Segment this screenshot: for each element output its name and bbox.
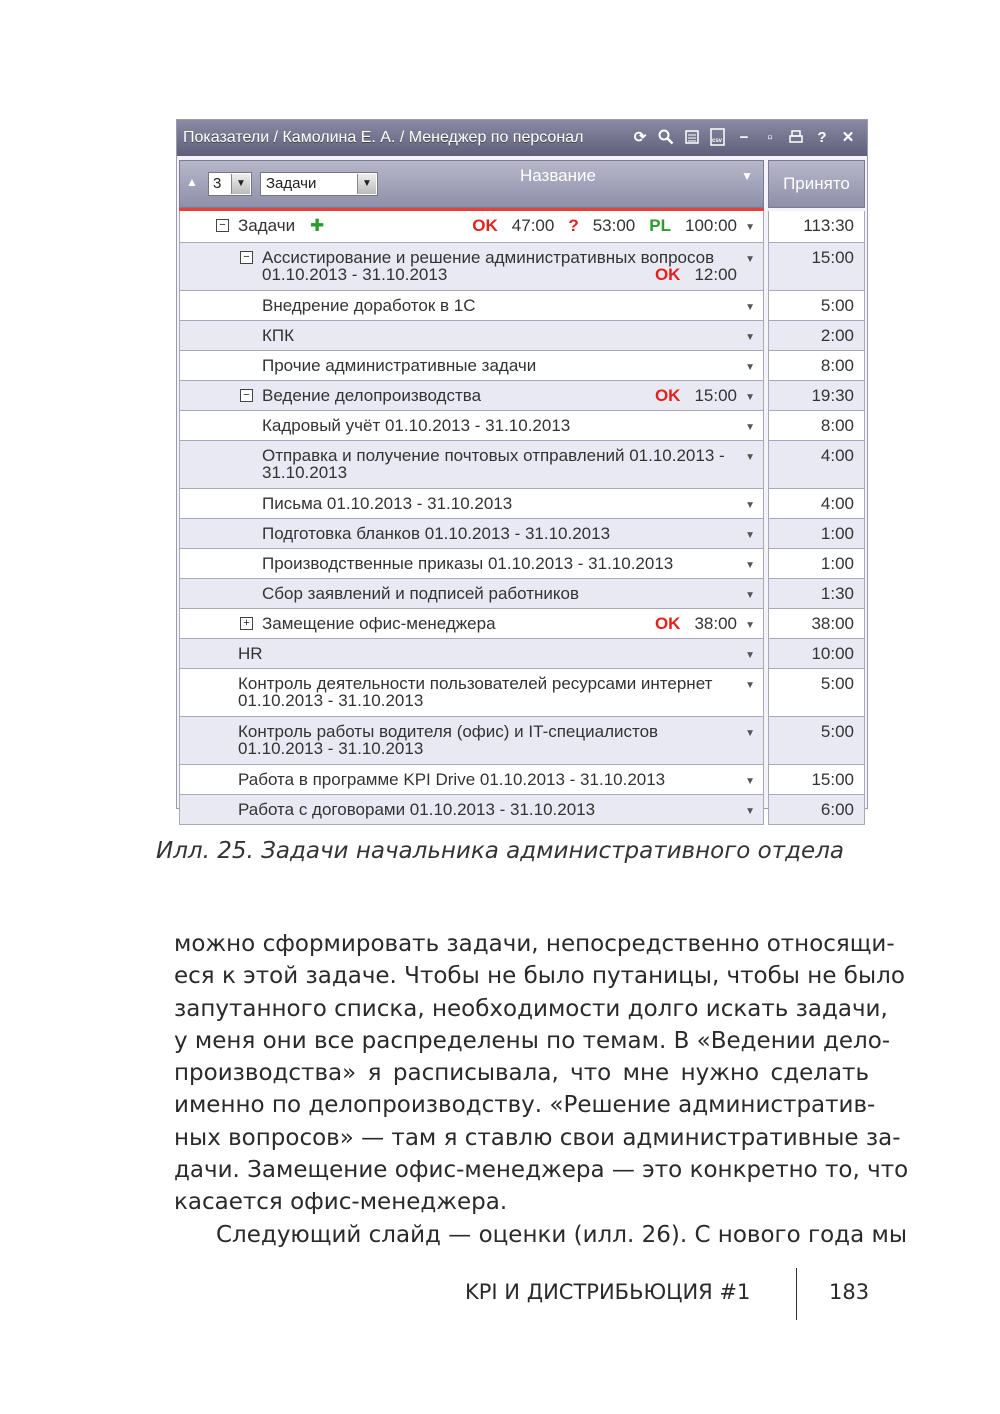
task-name-cell[interactable] xyxy=(179,579,764,609)
row-menu-icon[interactable]: ▼ xyxy=(745,650,755,661)
list-icon[interactable] xyxy=(681,126,703,148)
accepted-hours-cell[interactable]: 8:00 xyxy=(768,411,865,441)
body-paragraph xyxy=(174,928,909,1251)
accepted-column-header[interactable]: Принято xyxy=(768,160,865,208)
task-label: Контроль работы водителя (офис) и IT-специалистов xyxy=(238,722,659,741)
name-column-title: Название xyxy=(520,166,596,185)
task-name-cell[interactable] xyxy=(179,795,764,825)
task-name-cell[interactable] xyxy=(179,211,764,243)
window-title: Показатели / Камолина Е. А. / Менеджер по персонал xyxy=(183,129,584,146)
task-label: Задачи xyxy=(238,216,296,235)
status-ok-hours: 15:00 xyxy=(694,386,737,405)
task-label: Отправка и получение почтовых отправлений 01.10.2013 - xyxy=(262,446,725,465)
paragraph-line: можно сформировать задачи, непосредственно относящи- xyxy=(174,931,895,957)
task-label: Кадровый учёт 01.10.2013 - 31.10.2013 xyxy=(262,416,571,435)
row-menu-icon[interactable]: ▼ xyxy=(745,620,755,631)
table-row[interactable] xyxy=(179,211,865,243)
table-row[interactable] xyxy=(179,717,865,765)
maximize-icon[interactable]: ▫ xyxy=(767,128,773,146)
task-label: Контроль деятельности пользователей ресурсами интернет xyxy=(238,674,713,693)
accepted-hours-cell[interactable]: 1:30 xyxy=(768,579,865,609)
collapse-icon[interactable]: − xyxy=(240,389,253,402)
task-name-cell[interactable] xyxy=(179,549,764,579)
row-menu-icon[interactable]: ▼ xyxy=(745,590,755,601)
row-menu-icon[interactable]: ▼ xyxy=(745,362,755,373)
accepted-hours-cell[interactable]: 2:00 xyxy=(768,321,865,351)
task-label-period: 01.10.2013 - 31.10.2013 xyxy=(238,739,424,758)
level-select[interactable]: 3 ▼ xyxy=(208,172,252,196)
accepted-hours-cell[interactable]: 5:00 xyxy=(768,717,865,765)
task-name-cell[interactable] xyxy=(179,519,764,549)
task-name-cell[interactable] xyxy=(179,669,764,717)
paragraph-line: именно по делопроизводству. «Решение административ- xyxy=(174,1092,876,1119)
row-menu-icon[interactable]: ▼ xyxy=(745,776,755,787)
status-ok-badge: OK xyxy=(654,614,681,633)
accepted-hours-cell[interactable]: 10:00 xyxy=(768,639,865,669)
paragraph-line: у меня они все распределены по темам. В «Ведении дело- xyxy=(174,1027,891,1054)
task-table xyxy=(179,211,865,825)
table-row[interactable] xyxy=(179,291,865,321)
close-icon[interactable]: ✕ xyxy=(841,129,855,146)
sort-up-icon[interactable]: ▲ xyxy=(186,175,198,189)
task-label-period: 01.10.2013 - 31.10.2013 xyxy=(238,691,424,710)
row-menu-icon[interactable]: ▼ xyxy=(745,332,755,343)
task-name-cell[interactable] xyxy=(179,351,764,381)
task-label: HR xyxy=(238,644,263,663)
table-row[interactable] xyxy=(179,381,865,411)
status-plan-hours: 100:00 xyxy=(685,216,737,235)
row-menu-icon[interactable]: ▼ xyxy=(745,254,755,265)
status-ok-hours: 12:00 xyxy=(694,265,737,284)
chevron-down-icon[interactable]: ▼ xyxy=(231,174,250,194)
row-menu-icon[interactable]: ▼ xyxy=(745,222,755,233)
collapse-icon[interactable]: − xyxy=(240,251,253,264)
window-titlebar xyxy=(177,120,867,156)
page-number: 183 xyxy=(829,1280,870,1304)
status-ok-hours: 47:00 xyxy=(511,216,555,235)
help-icon[interactable]: ? xyxy=(817,128,827,146)
accepted-hours-cell[interactable]: 1:00 xyxy=(768,519,865,549)
collapse-icon[interactable]: − xyxy=(216,219,229,232)
add-task-icon[interactable]: ✚ xyxy=(310,216,325,235)
table-row[interactable] xyxy=(179,579,865,609)
row-menu-icon[interactable]: ▼ xyxy=(745,806,755,817)
table-row[interactable] xyxy=(179,549,865,579)
name-column-header[interactable] xyxy=(179,160,764,208)
table-row[interactable] xyxy=(179,609,865,639)
row-menu-icon[interactable]: ▼ xyxy=(745,530,755,541)
paragraph-line: запутанного списка, необходимости долго искать задачи, xyxy=(174,995,888,1022)
task-label: Работа с договорами 01.10.2013 - 31.10.2013 xyxy=(238,800,596,819)
paragraph-line: касается офис-менеджера. xyxy=(174,1189,508,1216)
accepted-hours-cell[interactable]: 5:00 xyxy=(768,291,865,321)
row-menu-icon[interactable]: ▼ xyxy=(745,422,755,433)
accepted-hours-cell[interactable]: 4:00 xyxy=(768,489,865,519)
search-icon[interactable] xyxy=(655,126,677,148)
accepted-hours-cell[interactable]: 6:00 xyxy=(768,795,865,825)
status-summary xyxy=(641,615,737,632)
chevron-down-icon[interactable]: ▼ xyxy=(357,174,376,194)
expand-icon[interactable]: + xyxy=(240,617,253,630)
table-row[interactable] xyxy=(179,243,865,291)
status-question-hours: 53:00 xyxy=(592,216,636,235)
task-name-cell[interactable] xyxy=(179,717,764,765)
print-icon[interactable] xyxy=(785,126,807,148)
footer-book-title: KPI И ДИСТРИБЬЮЦИЯ #1 xyxy=(465,1280,751,1304)
table-row[interactable] xyxy=(179,411,865,441)
status-question-badge: ? xyxy=(568,216,579,235)
task-name-cell[interactable] xyxy=(179,639,764,669)
table-row[interactable] xyxy=(179,519,865,549)
status-ok-badge: OK xyxy=(472,216,498,235)
csv-icon[interactable] xyxy=(707,126,729,148)
task-name-cell[interactable] xyxy=(179,411,764,441)
row-menu-icon[interactable]: ▼ xyxy=(745,560,755,571)
figure-caption: Илл. 25. Задачи начальника административного отдела xyxy=(156,838,844,864)
accepted-hours-cell[interactable]: 15:00 xyxy=(768,765,865,795)
task-label: Прочие административные задачи xyxy=(262,356,537,375)
task-name-cell[interactable] xyxy=(179,441,764,489)
type-select[interactable]: Задачи ▼ xyxy=(260,172,378,196)
table-row[interactable] xyxy=(179,795,865,825)
status-summary xyxy=(458,217,737,234)
accepted-hours-cell[interactable]: 19:30 xyxy=(768,381,865,411)
accepted-hours-cell[interactable]: 15:00 xyxy=(768,243,865,291)
table-row[interactable] xyxy=(179,489,865,519)
task-name-cell[interactable] xyxy=(179,291,764,321)
table-header xyxy=(179,160,865,208)
task-label: Ведение делопроизводства xyxy=(262,386,482,405)
task-label: Внедрение доработок в 1С xyxy=(262,296,476,315)
task-name-cell[interactable] xyxy=(179,381,764,411)
table-row[interactable] xyxy=(179,765,865,795)
row-menu-icon[interactable]: ▼ xyxy=(745,392,755,403)
row-menu-icon[interactable]: ▼ xyxy=(745,680,755,691)
task-label: Ассистирование и решение административных вопросов xyxy=(262,248,715,267)
task-label: Подготовка бланков 01.10.2013 - 31.10.2013 xyxy=(262,524,611,543)
task-name-cell[interactable] xyxy=(179,765,764,795)
table-row[interactable] xyxy=(179,639,865,669)
paragraph-line: Следующий слайд — оценки (илл. 26). С нового года мы xyxy=(216,1221,907,1248)
table-row[interactable] xyxy=(179,669,865,717)
status-ok-badge: OK xyxy=(654,386,681,405)
status-ok-badge: OK xyxy=(654,265,681,284)
status-summary xyxy=(641,266,737,283)
row-menu-icon[interactable]: ▼ xyxy=(745,452,755,463)
status-ok-hours: 38:00 xyxy=(694,614,737,633)
table-row[interactable] xyxy=(179,441,865,489)
table-row[interactable] xyxy=(179,321,865,351)
window-toolbar xyxy=(629,126,859,148)
task-label: Сбор заявлений и подписей работников xyxy=(262,584,580,603)
task-label: Работа в программе KPI Drive 01.10.2013 - 31.10.2013 xyxy=(238,770,666,789)
row-menu-icon[interactable]: ▼ xyxy=(745,500,755,511)
accepted-hours-cell[interactable]: 8:00 xyxy=(768,351,865,381)
task-label-period: 31.10.2013 xyxy=(262,463,348,482)
task-name-cell[interactable] xyxy=(179,489,764,519)
minimize-icon[interactable]: − xyxy=(739,128,749,146)
paragraph-line: еся к этой задаче. Чтобы не было путаницы, чтобы не было xyxy=(174,963,905,990)
refresh-icon[interactable]: ⟳ xyxy=(633,129,647,146)
task-name-cell[interactable] xyxy=(179,609,764,639)
accepted-hours-cell[interactable]: 1:00 xyxy=(768,549,865,579)
task-label-period: 01.10.2013 - 31.10.2013 xyxy=(262,265,448,284)
task-name-cell[interactable] xyxy=(179,243,764,291)
paragraph-line: производства» я расписывала, что мне нужно сделать xyxy=(174,1060,869,1087)
status-plan-badge: PL xyxy=(649,216,671,235)
table-row[interactable] xyxy=(179,351,865,381)
task-label: Замещение офис-менеджера xyxy=(262,614,496,633)
task-label: Письма 01.10.2013 - 31.10.2013 xyxy=(262,494,513,513)
task-label: Производственные приказы 01.10.2013 - 31.10.2013 xyxy=(262,554,674,573)
row-menu-icon[interactable]: ▼ xyxy=(745,728,755,739)
task-name-cell[interactable] xyxy=(179,321,764,351)
paragraph-line: ных вопросов» — там я ставлю свои административные за- xyxy=(174,1124,901,1151)
svg-text:csv: csv xyxy=(712,138,723,144)
task-label: КПК xyxy=(262,326,295,345)
accepted-hours-cell[interactable]: 5:00 xyxy=(768,669,865,717)
footer-separator xyxy=(796,1268,797,1320)
paragraph-line: дачи. Замещение офис-менеджера — это конкретно то, что xyxy=(174,1157,909,1184)
accepted-hours-cell[interactable]: 113:30 xyxy=(768,211,865,243)
accepted-hours-cell[interactable]: 4:00 xyxy=(768,441,865,489)
kpi-window xyxy=(176,119,868,819)
accepted-hours-cell[interactable]: 38:00 xyxy=(768,609,865,639)
column-menu-icon[interactable]: ▼ xyxy=(741,169,753,183)
status-summary xyxy=(641,387,737,404)
row-menu-icon[interactable]: ▼ xyxy=(745,302,755,313)
